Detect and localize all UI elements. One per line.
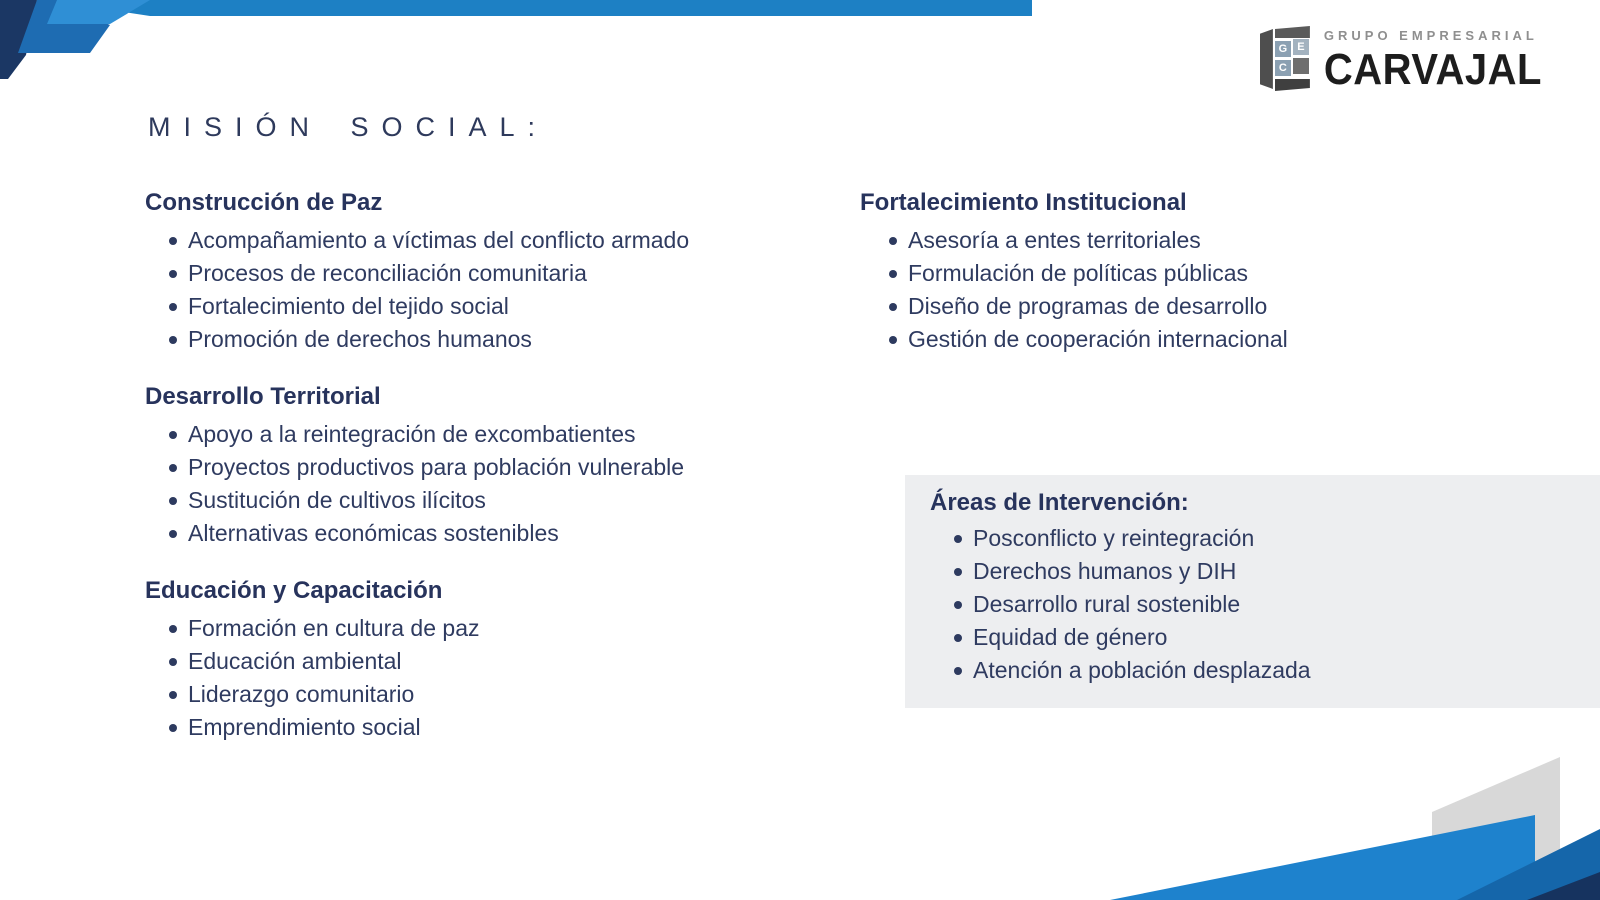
list-item: Formación en cultura de paz bbox=[145, 612, 805, 645]
logo-block bbox=[1275, 79, 1310, 91]
list-item: Apoyo a la reintegración de excombatientes bbox=[145, 418, 805, 451]
list-item: Diseño de programas de desarrollo bbox=[865, 290, 1480, 323]
logo-block bbox=[1293, 58, 1309, 74]
list-item: Alternativas económicas sostenibles bbox=[145, 517, 805, 550]
bullet-list bbox=[145, 612, 805, 744]
list-item: Gestión de cooperación internacional bbox=[865, 323, 1480, 356]
building-blocks-logo-icon bbox=[1260, 26, 1312, 92]
logo-letter-e: E bbox=[1297, 41, 1305, 53]
logo-block-g bbox=[1275, 41, 1291, 57]
page-title: MISIÓN SOCIAL: bbox=[148, 112, 549, 142]
section-heading: Fortalecimiento Institucional bbox=[860, 189, 1187, 216]
section-fortalecimiento-institucional bbox=[860, 188, 1480, 356]
list-item: Equidad de género bbox=[930, 621, 1600, 654]
list-item: Posconflicto y reintegración bbox=[930, 522, 1600, 555]
list-item: Proyectos productivos para población vulnerable bbox=[145, 451, 805, 484]
logo-block bbox=[1275, 26, 1310, 38]
box-heading: Áreas de Intervención: bbox=[930, 489, 1189, 516]
list-item: Formulación de políticas públicas bbox=[865, 257, 1480, 290]
right-column bbox=[860, 188, 1480, 382]
list-item: Promoción de derechos humanos bbox=[145, 323, 805, 356]
section-heading: Desarrollo Territorial bbox=[145, 383, 381, 410]
list-item: Derechos humanos y DIH bbox=[930, 555, 1600, 588]
list-item: Fortalecimiento del tejido social bbox=[145, 290, 805, 323]
section-heading: Educación y Capacitación bbox=[145, 577, 443, 604]
list-item: Desarrollo rural sostenible bbox=[930, 588, 1600, 621]
section-educacion-y-capacitacion bbox=[145, 576, 805, 744]
bottom-right-medium-blue-shape bbox=[1457, 829, 1600, 900]
logo-letter-g: G bbox=[1278, 43, 1288, 55]
top-bar-shape bbox=[46, 0, 1032, 16]
logo-brand-name: CARVAJAL bbox=[1323, 45, 1542, 94]
logo-text bbox=[1323, 27, 1542, 94]
bullet-list bbox=[930, 522, 1600, 687]
section-construccion-de-paz bbox=[145, 188, 805, 356]
left-column bbox=[145, 188, 805, 770]
bullet-list bbox=[145, 224, 805, 356]
logo-letter-c: C bbox=[1278, 62, 1287, 74]
list-item: Emprendimiento social bbox=[145, 711, 805, 744]
section-desarrollo-territorial bbox=[145, 382, 805, 550]
bullet-list bbox=[145, 418, 805, 550]
top-left-navy-shape bbox=[0, 0, 37, 79]
bottom-right-gray-shape bbox=[1432, 757, 1560, 890]
list-item: Procesos de reconciliación comunitaria bbox=[145, 257, 805, 290]
top-left-light-blue-shape bbox=[47, 0, 150, 24]
logo-tagline: GRUPO EMPRESARIAL bbox=[1323, 27, 1538, 43]
list-item: Sustitución de cultivos ilícitos bbox=[145, 484, 805, 517]
logo-block-c bbox=[1275, 60, 1291, 76]
logo-block bbox=[1260, 29, 1273, 89]
bottom-right-navy-shape bbox=[1527, 872, 1600, 900]
logo-block-e bbox=[1293, 39, 1309, 55]
list-item: Asesoría a entes territoriales bbox=[865, 224, 1480, 257]
areas-de-intervencion-box bbox=[905, 475, 1600, 708]
bottom-right-bright-blue-shape bbox=[1110, 815, 1535, 900]
list-item: Educación ambiental bbox=[145, 645, 805, 678]
list-item: Acompañamiento a víctimas del conflicto armado bbox=[145, 224, 693, 257]
company-logo bbox=[1260, 26, 1542, 92]
list-item: Liderazgo comunitario bbox=[145, 678, 805, 711]
section-heading: Construcción de Paz bbox=[145, 189, 383, 216]
top-left-medium-blue-shape bbox=[18, 0, 110, 53]
list-item: Atención a población desplazada bbox=[930, 654, 1600, 687]
bullet-list bbox=[865, 224, 1480, 356]
